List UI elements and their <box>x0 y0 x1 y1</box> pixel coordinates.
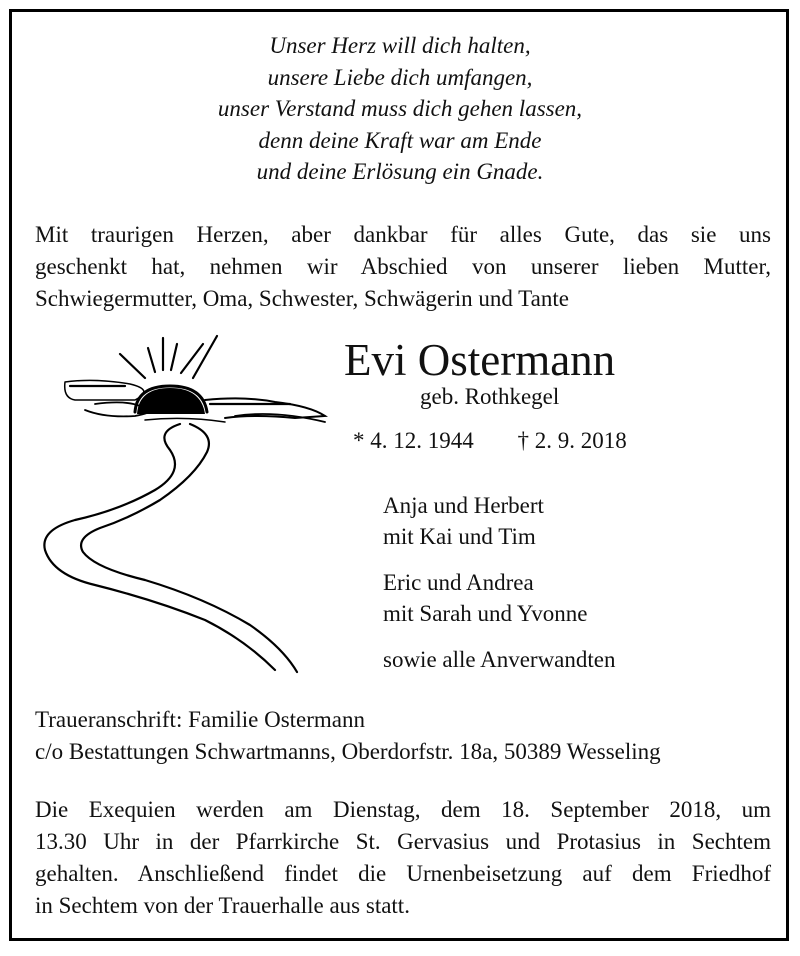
family-group <box>383 490 544 552</box>
mourning-address <box>35 704 661 768</box>
family-group <box>383 567 587 629</box>
address-line: Traueranschrift: Familie Ostermann <box>35 707 366 732</box>
deceased-name: Evi Ostermann <box>344 335 616 385</box>
service-line: Die Exequien werden am Dienstag, dem 18. September 2018, um <box>35 797 771 822</box>
intro-line: Mit traurigen Herzen, aber dankbar für alles Gute, das sie uns <box>35 222 771 247</box>
service-line: in Sechtem von der Trauerhalle aus statt. <box>35 893 410 918</box>
birth-date: * 4. 12. 1944 <box>353 428 474 453</box>
death-date: † 2. 9. 2018 <box>517 428 627 453</box>
family-line: mit Sarah und Yvonne <box>383 601 588 626</box>
family-line: mit Kai und Tim <box>383 524 536 549</box>
poem-line: denn deine Kraft war am Ende <box>258 127 542 153</box>
family-line: sowie alle Anverwandten <box>383 647 616 672</box>
service-line: gehalten. Anschließend findet die Urnenbeisetzung auf dem Friedhof <box>35 861 771 886</box>
sunset-path-icon <box>35 330 335 680</box>
poem-line: Unser Herz will dich halten, <box>269 33 531 58</box>
birth-name: geb. Rothkegel <box>420 384 560 409</box>
intro-paragraph <box>35 219 771 315</box>
life-dates <box>353 428 627 454</box>
poem-line: unsere Liebe dich umfangen, <box>267 64 533 90</box>
family-line: Eric und Andrea <box>383 570 534 595</box>
family-group <box>383 644 615 675</box>
intro-line: geschenkt hat, nehmen wir Abschied von unserer lieben Mutter, <box>35 254 771 279</box>
service-line: 13.30 Uhr in der Pfarrkirche St. Gervasius und Protasius in Sechtem <box>35 829 771 854</box>
intro-line: Schwiegermutter, Oma, Schwester, Schwägerin und Tante <box>35 286 569 311</box>
address-line: c/o Bestattungen Schwartmanns, Oberdorfstr. 18a, 50389 Wesseling <box>35 739 661 764</box>
service-paragraph <box>35 794 771 922</box>
poem <box>0 30 800 188</box>
poem-line: und deine Erlösung ein Gnade. <box>256 159 544 184</box>
poem-line: unser Verstand muss dich gehen lassen, <box>217 96 583 121</box>
family-line: Anja und Herbert <box>383 493 544 518</box>
